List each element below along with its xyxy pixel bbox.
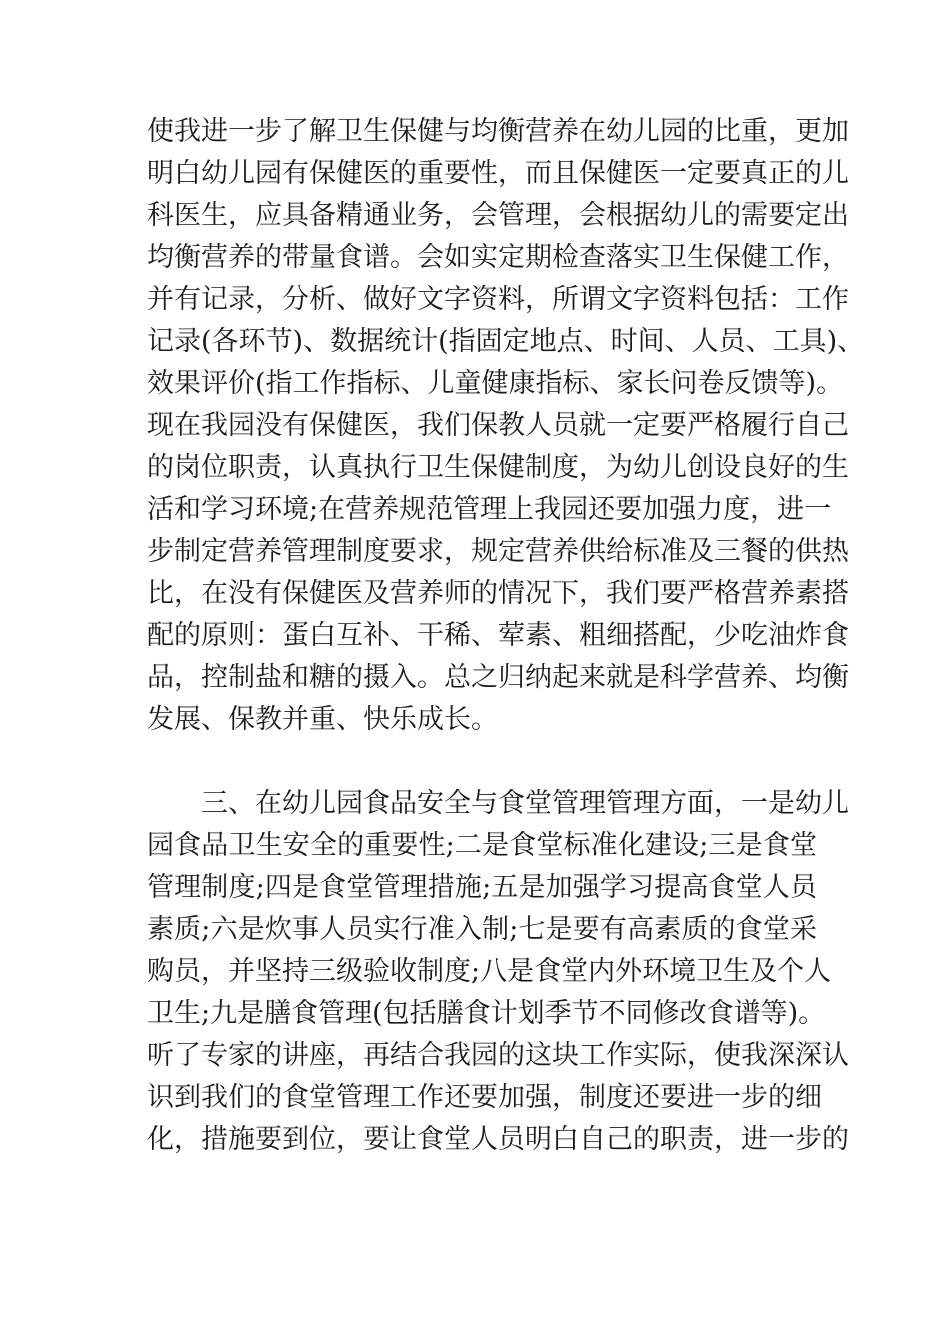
- text-line: 配的原则：蛋白互补、干稀、荤素、粗细搭配，少吃油炸食: [147, 620, 849, 651]
- text-line: 使我进一步了解卫生保健与均衡营养在幼儿园的比重，更加: [147, 116, 849, 147]
- text-line: 并有记录，分析、做好文字资料，所谓文字资料包括：工作: [147, 284, 849, 315]
- text-line: 均衡营养的带量食谱。会如实定期检查落实卫生保健工作，: [147, 242, 849, 273]
- text-line: 明白幼儿园有保健医的重要性，而且保健医一定要真正的儿: [147, 158, 849, 189]
- text-line: 素质;六是炊事人员实行准入制;七是要有高素质的食堂采: [147, 914, 817, 945]
- text-line: 购员，并坚持三级验收制度;八是食堂内外环境卫生及个人: [147, 956, 832, 987]
- text-line: 三、在幼儿园食品安全与食堂管理管理方面，一是幼儿: [201, 788, 849, 819]
- text-line: 品，控制盐和糖的摄入。总之归纳起来就是科学营养、均衡: [147, 662, 849, 693]
- text-line: 化，措施要到位，要让食堂人员明白自己的职责，进一步的: [147, 1124, 849, 1155]
- text-line: 听了专家的讲座，再结合我园的这块工作实际，使我深深认: [147, 1040, 849, 1071]
- text-line: 活和学习环境;在营养规范管理上我园还要加强力度，进一: [147, 494, 832, 525]
- text-line: 的岗位职责，认真执行卫生保健制度，为幼儿创设良好的生: [147, 452, 849, 483]
- text-line: 步制定营养管理制度要求，规定营养供给标准及三餐的供热: [147, 536, 849, 567]
- text-line: 科医生，应具备精通业务，会管理，会根据幼儿的需要定出: [147, 200, 849, 231]
- paragraph-nutrition: [147, 111, 865, 741]
- text-line: 识到我们的食堂管理工作还要加强，制度还要进一步的细: [147, 1082, 822, 1113]
- text-line: 管理制度;四是食堂管理措施;五是加强学习提高食堂人员: [147, 872, 817, 903]
- text-line: 园食品卫生安全的重要性;二是食堂标准化建设;三是食堂: [147, 830, 817, 861]
- paragraph-canteen: [147, 783, 849, 1161]
- text-line: 卫生;九是膳食管理(包括膳食计划季节不同修改食谱等)。: [147, 998, 826, 1029]
- text-line: 记录(各环节)、数据统计(指固定地点、时间、人员、工具)、: [147, 326, 865, 357]
- text-line: 现在我园没有保健医，我们保教人员就一定要严格履行自己: [147, 410, 849, 441]
- text-line: 发展、保教并重、快乐成长。: [147, 704, 498, 735]
- text-line: 比，在没有保健医及营养师的情况下，我们要严格营养素搭: [147, 578, 849, 609]
- text-line: 效果评价(指工作指标、儿童健康指标、家长问卷反馈等)。: [147, 368, 844, 399]
